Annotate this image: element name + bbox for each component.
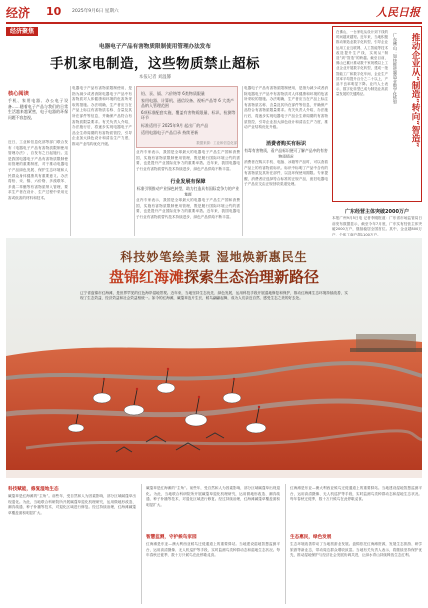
fact-source: 数据来源：工业和信息化部 (196, 141, 237, 145)
column-divider (242, 86, 243, 236)
section-name: 经济 (6, 6, 31, 20)
fact-line: 6项标准配套实施，覆盖有害物质限量、标识、检测等环节 (141, 110, 236, 120)
key-facts-box (136, 86, 238, 148)
feature-col2: 红海滩是东亚—澳大利西亚候鸟迁徙通道上的重要驿站。当地建设湿地智慧监测平台，运用高清摄像、无人机巡护等手段，实时监测鸟类种群动态和湿地生态状况。每年春秋迁徙季，数十万只候鸟在此停歇觅食。 (146, 542, 280, 558)
masthead-rule (6, 22, 422, 24)
lead-byline: 本报记者 刘温馨 (138, 75, 172, 80)
column-divider (70, 86, 71, 236)
feature-col1-heading: 科技赋能，修复湿地生态 (8, 487, 59, 492)
commentary-subtitle: 广东佛山：加快推进制造业数字化转型 (393, 33, 398, 105)
feature-col2a: 碱蓬草是红海滩的“主角”。前些年，受自然和人为因素影响，部分区域碱蓬草出现退化。为此，当地联合科研院所开展碱蓬草退化机理研究，运用微地形改造、潮沟疏通、种子补播等技术，对退化区域进行修复。经过持续治理，红海滩碱蓬草覆盖面积明显扩大。 (146, 486, 280, 507)
feature-col1: 碱蓬草是红海滩的“主角”。前些年，受自然和人为因素影响，部分区域碱蓬草出现退化。为此，当地联合科研院所开展碱蓬草退化机理研究，运用微地形改造、潮沟疏通、种子补播等技术，对退化区域进行修复。经过持续治理，红海滩碱蓬草覆盖面积明显扩大。 (8, 494, 136, 515)
subheading-industry: 行业发展有保障 (170, 179, 206, 185)
brief-body: 本报广州9月5日电 记者李刚报道：广东省市场监管局日前发布数据显示，截至今年7月底，广东实有经营主体突破2000万户，继续稳居全国首位。其中，企业超800万户，个体工商户超1100万户。 (332, 216, 422, 236)
lead-body-col4b: 消费者在购买手机、电脑、冰箱等产品时，可以查看产品上的有害物质标识。标识中标明了产品中含有的有害物质及其所在部件，以及环保使用期限。专家提醒，消费者应选择符合标准的正规产品，废旧电器电子产品应交由正规回收渠道处理。 (244, 160, 328, 187)
masthead (6, 4, 422, 22)
core-reading-tag: 核心阅读 (8, 91, 29, 97)
column-tag: 经济聚焦 (6, 27, 38, 36)
feature-kicker: 科技妙笔绘美景 湿地焕新惠民生 (120, 250, 308, 264)
lead-body-col3: 业内专家表示，我国是全球最大的电器电子产品生产国和消费国，实施有害物质限制使用管理，既是履行国际环境公约的需要，也是提升产业国际竞争力的重要举措。近年来，我国电器电子行业有害物质替代技术持续进步，绿色产品供给不断丰富。 (136, 150, 240, 171)
feature-intro: 辽宁省盘锦市红海滩，是世界罕见的红色海岸湿地景观。近年来，当地坚持生态优先、绿色发展，运用科技手段开展湿地修复和保护，推动红海滩生态环境持续改善，实现了生态效益、经济效益和社会效益相统一。如今的红海滩，碱蓬草连片生长，候鸟翩翩起舞，成为人们亲近自然、感受生态之美的好去处。 (80, 291, 348, 301)
fact-line: 适用电器电子产品目录 持续更新 (141, 130, 199, 135)
lead-body-left: 近日，工业和信息化部等部门联合发布《电器电子产品有害物质限制使用管理办法》，自发布之日起施行。这是我国电器电子产品有害物质限制使用管理的重要制度，对于推动电器电子产品绿色发展、保护生态环境和人民群众身体健康具有重要意义。办法将铅、汞、镉、六价铬、多溴联苯、多溴二苯醚等有害物质纳入管理，要求生产者在设计、生产过程中采用无害或低害的材料和技术。 (8, 140, 68, 200)
fact-line: 标准适用于 2025年9月 起出厂的产品 (141, 123, 209, 128)
consumer-lede: 有毒有害物质，看产品标识便可了解产品中的有害物质情况 (244, 148, 328, 158)
issue-date: 2025年9月6日 星期六 (72, 9, 119, 14)
column-divider (141, 484, 142, 604)
subheading-consumer: 消费者购买有标识 (265, 141, 306, 147)
fact-line: 铅、汞、镉、六价铬等 6类物质限量 (141, 91, 205, 96)
lead-body-col2: 电器电子产品有害物质限制使用，是指为减少或者消除电器电子产品中有害物质对人体健康和环境的危害所采取的措施。办法明确，生产者应当在产品上标注有害物质名称、含量及其所在部件等信息，并确保产品符合有害物质限量要求。有关负责人介绍，办法施行后，将逐步实现电器电子产品全生命周期的有害物质管控，引导企业加大绿色设计和清洁生产力度，推动产业结构优化升级。 (72, 86, 132, 146)
column-divider (134, 86, 135, 236)
feature-col3a: 红海滩是东亚—澳大利西亚候鸟迁徙通道上的重要驿站。当地建设湿地智慧监测平台，运用高清摄像、无人机巡护等手段，实时监测鸟类种群动态和湿地生态状况。每年春秋迁徙季，数十万只候鸟在此停歇觅食。 (290, 486, 422, 502)
lead-summary: 手机、家用电器、办公电子设备……随着电子产品与我们的日常生活越来越紧密，电子电器的环保问题不容忽视。 (8, 98, 68, 120)
newspaper-logo: 人民日报 (376, 6, 420, 19)
industry-lede: 标准引领推动产业绿色转型，助力打造具有国际竞争力的产业集群 (136, 186, 240, 196)
brief-title: 广东经营主体突破2000万户 (345, 209, 409, 215)
feature-title-lead: 盘锦红海滩 (108, 268, 184, 286)
feature-col3-heading: 生态惠民，绿色发展 (290, 535, 332, 540)
page-number: 10 (46, 5, 62, 18)
column-divider (285, 484, 286, 604)
commentary-box (332, 26, 422, 202)
lead-body-col4: 电器电子产品有害物质限制使用，是指为减少或者消除电器电子产品中有害物质对人体健康和环境的危害所采取的措施。办法明确，生产者应当在产品上标注有害物质名称、含量及其所在部件等信息，并确保产品符合有害物质限量要求。有关负责人介绍，办法施行后，将逐步实现电器电子产品全生命周期的有害物质管控，引导企业加大绿色设计和清洁生产力度，推动产业结构优化升级。 (244, 86, 328, 130)
commentary-body: 在佛山，一台家电从设计到下线的时间越来越短。近年来，当地积极推动制造业数字化转型，引导企业运用工业互联网、人工智能等技术改造提升生产线，实现从“制造”到“智造”的跨越。截至目前，佛山已累计推动数千家规模以上工业企业开展数字化转型，建成一批智能工厂和数字化车间，企业生产效率平均提升百分之二十以上，产品不良率明显下降。业内人士表示，数字化转型已成为制造业高质量发展的关键路径。 (336, 30, 388, 97)
feature-col2-heading: 智慧监测，守护候鸟家园 (146, 535, 197, 540)
feature-col3: 生态环境改善带动了当地旅游业发展。盘锦依托红海滩资源，发展生态旅游、研学旅游等新业态，带动周边群众增收致富。当地有关负责人表示，将继续坚持保护优先，推动湿地保护与经济社会发展协调共进，让绿水青山持续释放生态红利。 (290, 542, 422, 558)
lead-headline: 手机家电制造，这些物质禁止超标 (50, 56, 260, 72)
fact-line: 家用电器、计算机、通信设备、视听产品等 6 大类产品纳入管理范围 (141, 98, 235, 108)
lead-body-col3b: 业内专家表示，我国是全球最大的电器电子产品生产国和消费国，实施有害物质限制使用管理，既是履行国际环境公约的需要，也是提升产业国际竞争力的重要举措。近年来，我国电器电子行业有害物质替代技术持续进步，绿色产品供给不断丰富。 (136, 198, 240, 219)
lead-kicker: 电器电子产品有害物质限制使用管理办法发布 (99, 44, 211, 50)
feature-title-rest: 探索生态治理新路径 (184, 268, 320, 286)
feature-title (6, 266, 422, 287)
commentary-title: 推动企业从“制造”转向“智造” (410, 33, 420, 148)
